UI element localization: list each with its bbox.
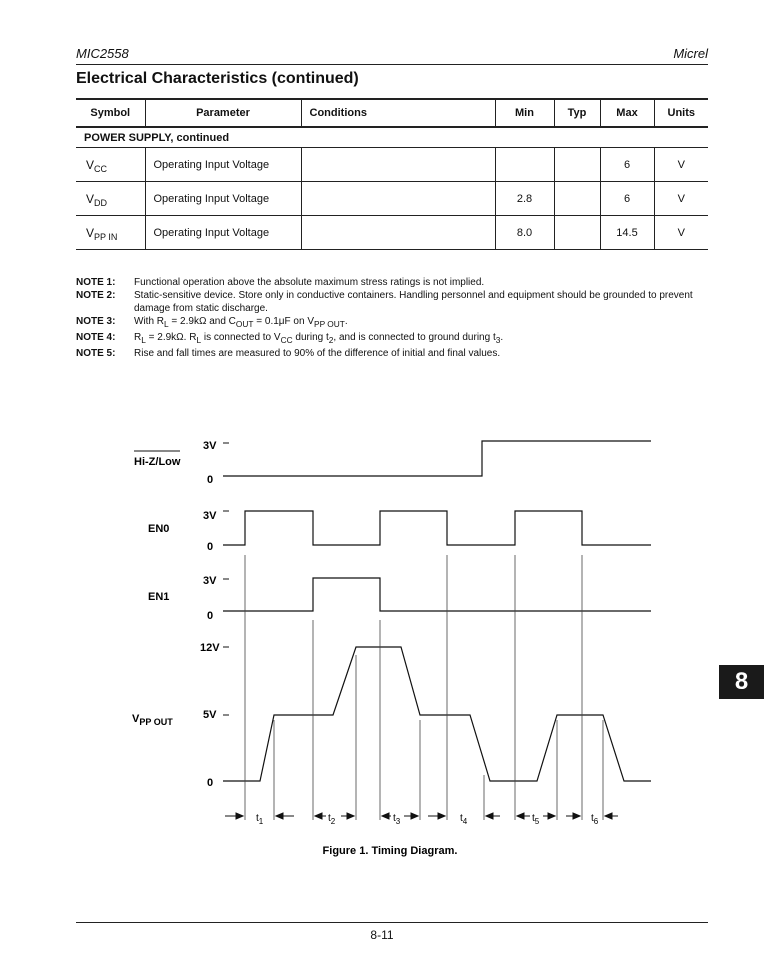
interval-label-t3: $t_3$ (393, 813, 401, 826)
waveform-hiz (223, 441, 651, 476)
interval-label-t2: $t_2$ (328, 813, 336, 826)
section-label: POWER SUPPLY, continued (76, 127, 708, 148)
symbol-cell: $V_{CC}$ (76, 148, 145, 182)
signal-label-en1: EN1 (148, 591, 170, 603)
max-cell: 6 (600, 148, 654, 182)
footer-rule (76, 922, 708, 923)
level-label: 0 (207, 777, 214, 789)
figure-caption: Figure 1. Timing Diagram. (322, 845, 458, 857)
parameter-cell: Operating Input Voltage (145, 216, 301, 250)
col-header-symbol: Symbol (76, 99, 145, 127)
interval-arrows (225, 813, 618, 819)
level-label: 5V (203, 709, 217, 721)
level-label: 0 (207, 541, 214, 553)
level-label: 3V (203, 575, 217, 587)
section-title: Electrical Characteristics (continued) (76, 70, 359, 87)
page-number: 8-11 (370, 928, 394, 942)
min-cell: 2.8 (495, 182, 554, 216)
interval-label-t4: $t_4$ (460, 813, 468, 826)
col-header-conditions: Conditions (301, 99, 495, 127)
interval-label-t6: $t_6$ (591, 813, 599, 826)
col-header-units: Units (654, 99, 708, 127)
interval-label-t5: $t_5$ (532, 813, 540, 826)
units-cell: V (654, 182, 708, 216)
waveform-en1 (223, 578, 651, 611)
level-label: 3V (203, 440, 217, 452)
symbol-cell: $V_{PP IN}$ (76, 216, 145, 250)
max-cell: 14.5 (600, 216, 654, 250)
waveform-vpp-out (223, 647, 651, 781)
interval-label-t1: $t_1$ (256, 813, 264, 826)
signal-label-vpp: $V_{PP OUT}$ (132, 713, 173, 727)
col-header-typ: Typ (554, 99, 600, 127)
parameter-cell: Operating Input Voltage (145, 148, 301, 182)
col-header-parameter: Parameter (145, 99, 301, 127)
interval-guides (245, 555, 603, 820)
col-header-min: Min (495, 99, 554, 127)
level-label: 0 (207, 610, 214, 622)
level-label: 3V (203, 510, 217, 522)
min-cell: 8.0 (495, 216, 554, 250)
note-item: NOTE 5: Rise and fall times are measured to 90% of the difference of initial and final values. (76, 348, 501, 359)
signal-label-hiz: Hi-Z/Low (134, 456, 181, 468)
note-item: NOTE 1: Functional operation above the absolute maximum stress ratings is not implied. (76, 277, 485, 288)
symbol-cell: $V_{DD}$ (76, 182, 145, 216)
max-cell: 6 (600, 182, 654, 216)
level-label: 12V (200, 642, 220, 654)
col-header-max: Max (600, 99, 654, 127)
note-item: NOTE 2: Static-sensitive device. Store only in conductive containers. Handling personnel and equipment should be grounded to prevent damage from static discharge. (76, 290, 693, 314)
level-ticks (223, 443, 229, 715)
level-label: 0 (207, 474, 214, 486)
units-cell: V (654, 148, 708, 182)
header-company: Micrel (673, 46, 708, 61)
note-item: NOTE 3: With $R_L = 2.9k\Omega$ and $C_{OUT} = 0.1\mu F$ on $V_{PP OUT}$. (76, 316, 348, 329)
waveform-en0 (223, 511, 651, 545)
note-item: NOTE 4: $R_L = 2.9k\Omega$. $R_L$ is connected to $V_{CC}$ during $t_2$, and is connected to ground during $t_3$. (76, 332, 504, 345)
section-tab: 8 (719, 665, 764, 699)
signal-label-en0: EN0 (148, 523, 170, 535)
header-part-number: MIC2558 (76, 46, 129, 61)
parameter-cell: Operating Input Voltage (145, 182, 301, 216)
units-cell: V (654, 216, 708, 250)
